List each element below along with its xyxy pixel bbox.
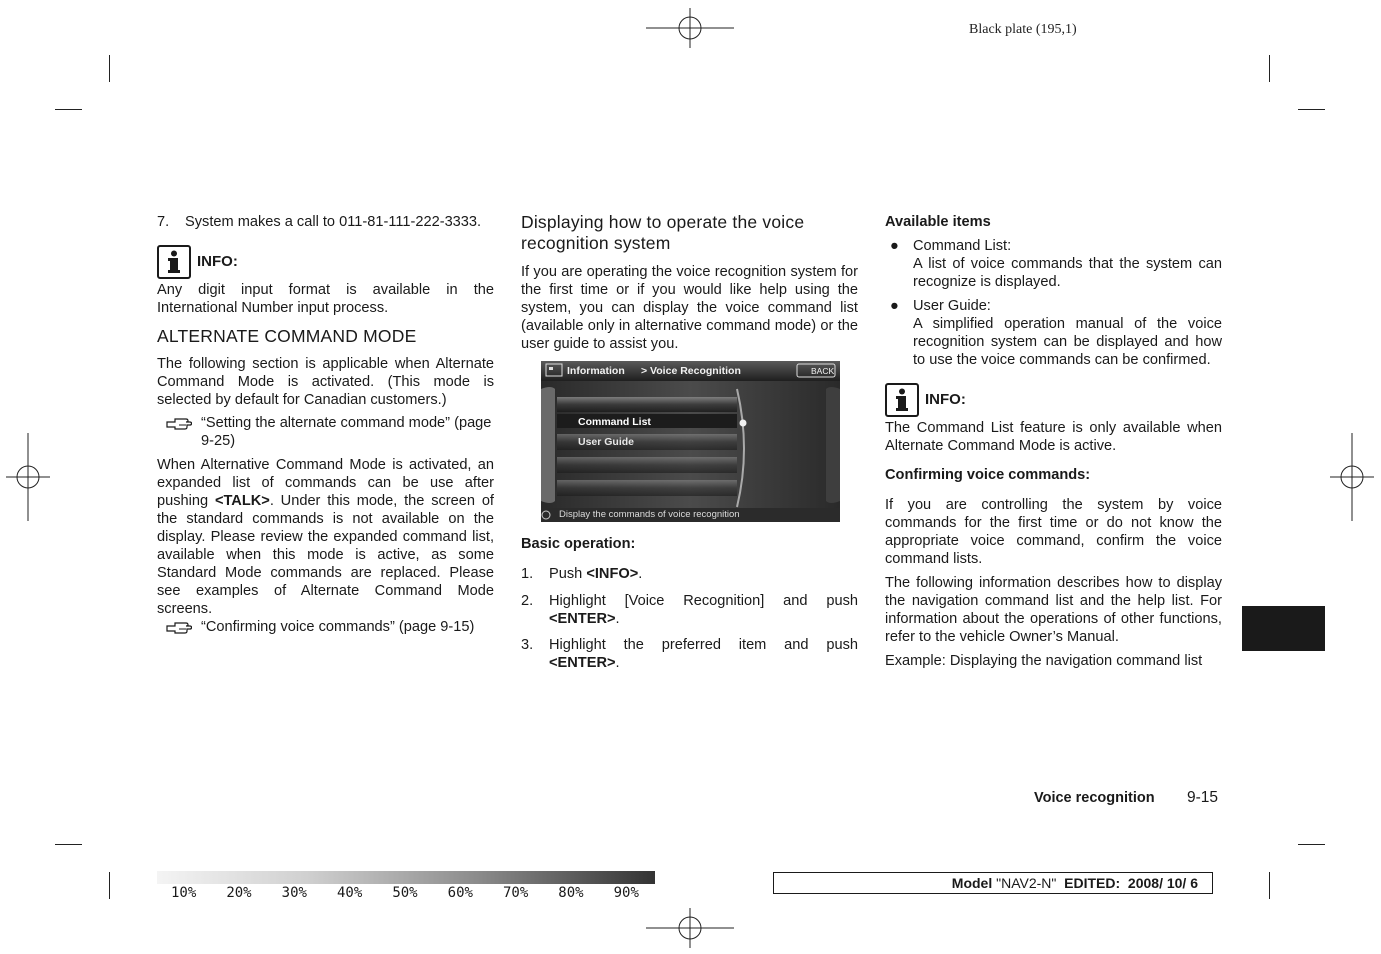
- screen-menu-item-user-guide[interactable]: User Guide: [578, 436, 635, 448]
- talk-key: <TALK>: [214, 493, 270, 509]
- density-label: 80%: [558, 885, 584, 901]
- list-item-label: Command List:: [913, 238, 1012, 254]
- chapter-tab: [1242, 606, 1325, 651]
- screen-menu-item-command-list[interactable]: Command List: [578, 416, 651, 428]
- list-item-label: User Guide:: [913, 298, 991, 314]
- model-name: "NAV2-N": [996, 875, 1057, 891]
- plate-label: Black plate (195,1): [969, 22, 1077, 37]
- list-item-desc: A simplified operation manual of the voice recognition system can be displayed and how to use the voice commands can be confirmed.: [913, 316, 1222, 368]
- screen-back-button[interactable]: BACK: [811, 366, 835, 376]
- screen-title: Information: [567, 365, 625, 377]
- density-label: 40%: [336, 885, 363, 901]
- list-item-desc: A list of voice commands that the system can recognize is displayed.: [913, 256, 1222, 290]
- registration-mark-left: [6, 433, 50, 521]
- crop-mark: [55, 844, 82, 845]
- info-text: The Command List feature is only available when Alternate Command Mode is active.: [885, 420, 1222, 454]
- density-gradient-bar: [157, 871, 655, 884]
- density-label: 60%: [447, 885, 473, 901]
- density-label: 70%: [502, 885, 529, 901]
- screen-capture: [541, 361, 840, 522]
- info-icon: [157, 245, 191, 279]
- density-scale: [157, 884, 655, 902]
- column-right: [885, 212, 1222, 670]
- paragraph-text: . Under this mode, the screen of the standard commands is not available on the display. Please review the expanded command list, available when this mode is active, as some Standard Mode commands are replaced. Please see examples of Alternate Command Mode screens.: [157, 493, 494, 617]
- density-label: 30%: [281, 885, 307, 901]
- model-info-box: [773, 872, 1213, 894]
- section-heading: Displaying how to operate the voice recognition system: [521, 212, 805, 253]
- paragraph: If you are controlling the system by voice commands for the first time or do not know the appropriate voice command, confirm the voice command lists.: [885, 497, 1222, 567]
- registration-mark-bottom: [646, 908, 734, 948]
- list-item: [885, 297, 1222, 369]
- step-label: Highlight [Voice Recognition] and push: [549, 593, 858, 609]
- info-text: Any digit input format is available in the International Number input process.: [157, 282, 494, 316]
- step-end: .: [615, 655, 620, 671]
- info-key: <INFO>: [586, 566, 639, 582]
- confirming-title: Confirming voice commands:: [885, 467, 1091, 483]
- column-left: [157, 212, 494, 636]
- pointing-hand-icon: [157, 414, 201, 450]
- step-1: [521, 565, 858, 583]
- density-label: 10%: [171, 885, 197, 901]
- bullet-icon: ●: [890, 298, 899, 314]
- screen-status-text: Display the commands of voice recognition: [559, 509, 740, 520]
- step-end: .: [638, 566, 643, 582]
- info-title: INFO:: [925, 391, 966, 408]
- enter-key: <ENTER>: [549, 655, 616, 671]
- basic-operation-title: Basic operation:: [521, 536, 636, 552]
- paragraph: If you are operating the voice recognition system for the first time or if you would like help using the system, you can display the voice command list (available only in alternative command mode) or the user guide to assist you.: [521, 264, 858, 352]
- available-items-title: Available items: [885, 214, 991, 230]
- info-icon: [885, 383, 919, 417]
- paragraph: [157, 456, 494, 618]
- edited-date: EDITED: 2008/ 10/ 6: [1056, 875, 1198, 891]
- crop-mark: [1298, 109, 1325, 110]
- reference-text[interactable]: “Confirming voice commands” (page 9-15): [201, 619, 475, 635]
- pointing-hand-icon: [157, 618, 201, 636]
- registration-mark-right: [1330, 433, 1374, 521]
- step-text: [549, 636, 858, 672]
- crop-mark: [55, 109, 82, 110]
- list-item-body: [913, 297, 1222, 369]
- step-3: [521, 636, 858, 672]
- step-text: [549, 592, 858, 628]
- page-number: 9-15: [1187, 789, 1219, 806]
- step-end: .: [615, 611, 620, 627]
- paragraph: The following section is applicable when Alternate Command Mode is activated. (This mode is selected by default for Canadian customers.): [157, 356, 494, 408]
- step-number: 7.: [157, 214, 170, 230]
- paragraph: The following information describes how to display the navigation command list and the help list. For information about the operations of other functions, refer to the vehicle Owner’s Manual.: [885, 575, 1222, 645]
- reference-text[interactable]: “Setting the alternate command mode” (page 9-25): [201, 415, 492, 449]
- info-title: INFO:: [197, 253, 238, 270]
- step-text: [549, 565, 858, 583]
- crop-mark: [1269, 55, 1270, 82]
- crop-mark: [109, 872, 110, 899]
- step-number: 2.: [521, 593, 534, 609]
- crop-mark: [1298, 844, 1325, 845]
- crop-mark: [1269, 872, 1270, 899]
- step-number: 1.: [521, 566, 534, 582]
- step-text: System makes a call to 011-81-111-222-3333.: [185, 214, 482, 230]
- step-label: Highlight the preferred item and push: [549, 637, 858, 653]
- footer-section-name: Voice recognition: [1034, 790, 1155, 806]
- step-2: [521, 592, 858, 628]
- info-heading: [885, 382, 1222, 418]
- crop-mark: [109, 55, 110, 82]
- page-reference: [157, 414, 494, 450]
- enter-key: <ENTER>: [549, 611, 616, 627]
- density-label: 50%: [392, 885, 418, 901]
- step-7: [157, 213, 494, 231]
- list-item-body: [913, 237, 1222, 291]
- screen-breadcrumb: > Voice Recognition: [641, 365, 741, 377]
- section-title: ALTERNATE COMMAND MODE: [157, 326, 417, 346]
- bullet-icon: ●: [890, 238, 899, 254]
- step-number: 3.: [521, 637, 534, 653]
- registration-mark-top: [646, 8, 734, 48]
- density-label: 90%: [613, 885, 639, 901]
- model-label: Model: [951, 875, 997, 891]
- step-label: Push: [549, 566, 587, 582]
- column-middle: [521, 212, 858, 672]
- example-text: Example: Displaying the navigation command list: [885, 653, 1203, 669]
- page-reference: [157, 618, 494, 636]
- density-label: 20%: [226, 885, 252, 901]
- info-heading: [157, 244, 494, 280]
- paragraph-text: When Alternative Command Mode is activated, an expanded list of commands can be use after pushing: [157, 457, 494, 509]
- list-item: [885, 237, 1222, 291]
